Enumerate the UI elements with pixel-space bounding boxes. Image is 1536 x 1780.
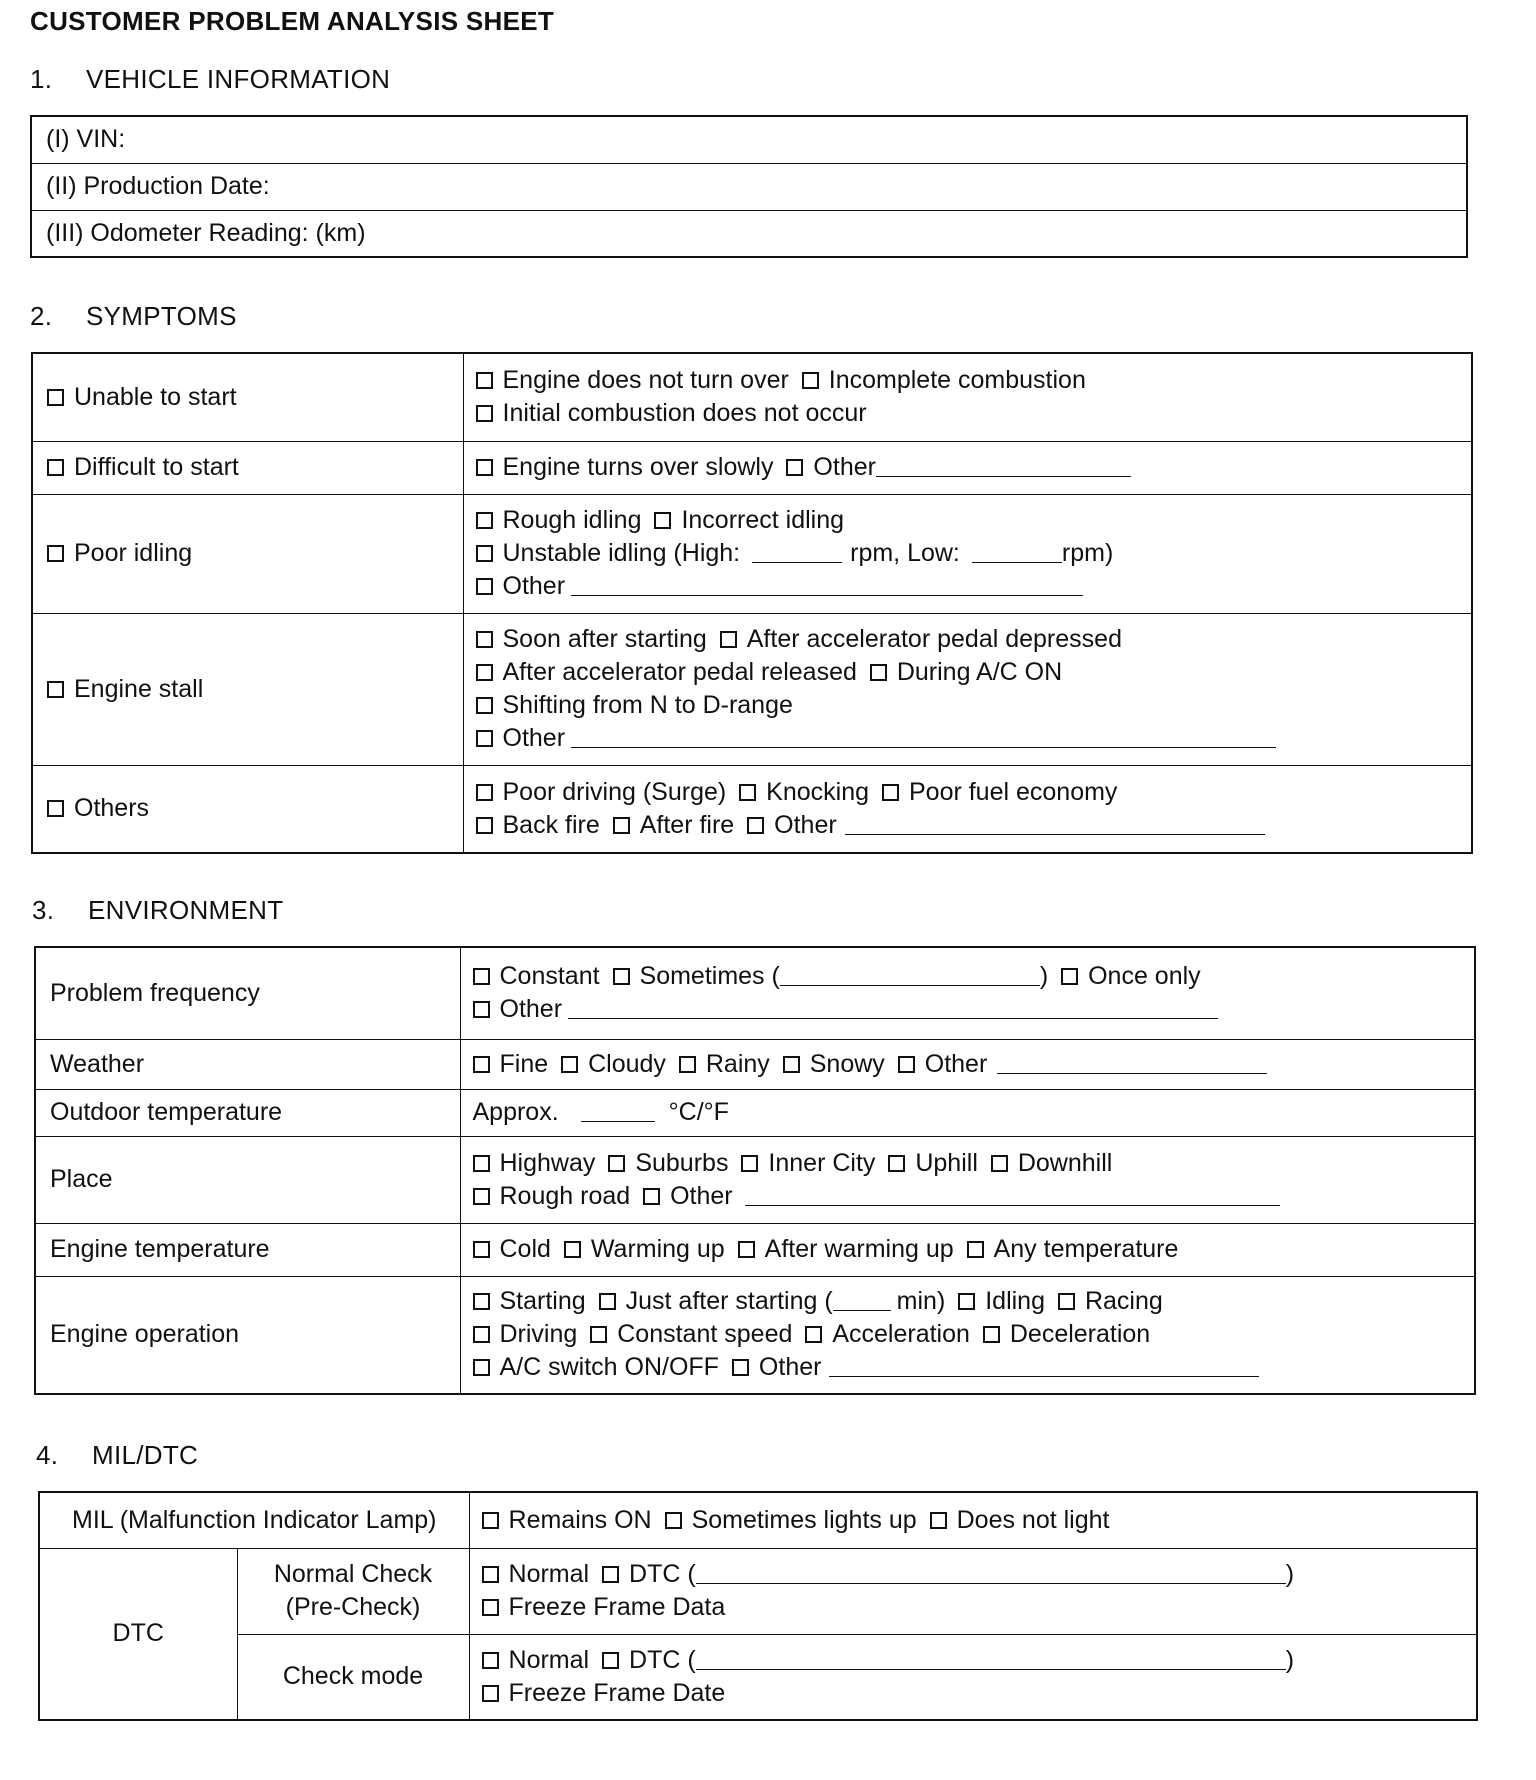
others-other-checkbox[interactable] [747,817,764,834]
symptom-row-stall [32,613,1472,765]
after-fire-checkbox[interactable] [613,817,630,834]
option-label: Warming up [590,1235,725,1263]
idling-other-checkbox[interactable] [476,578,493,595]
normal-check-dtc-blank[interactable] [696,1563,1286,1584]
does-not-light-checkbox[interactable] [930,1512,947,1529]
check-mode-dtc-blank[interactable] [696,1649,1286,1670]
option-label: Racing [1084,1287,1163,1316]
symptom-idling-cell [32,494,463,613]
normal-check-label [237,1548,469,1634]
section-1-heading [30,64,390,95]
operation-other-blank[interactable] [829,1356,1259,1377]
warming-up-checkbox[interactable] [564,1241,581,1258]
odometer-row [31,210,1467,257]
option-line [473,1233,1463,1266]
option-label: ) [1285,1645,1295,1674]
dtc-normal-check-row [39,1548,1477,1634]
stall-other-blank[interactable] [571,727,1276,748]
section-2-number: 2. [30,301,53,331]
option-label: Other [670,1181,733,1210]
soon-after-starting-checkbox[interactable] [476,631,493,648]
option-label: Once only [1088,962,1201,991]
section-4-heading [36,1440,198,1471]
deceleration-checkbox[interactable] [983,1326,1000,1343]
temperature-unit: °C/°F [668,1098,729,1126]
engine-stall-checkbox[interactable] [47,681,64,698]
option-line [476,809,1460,842]
option-line [476,570,1460,603]
option-line [482,1504,1465,1537]
option-line [476,364,1460,397]
option-line [482,1591,1465,1624]
option-label: Poor fuel economy [908,777,1118,806]
problem-frequency-label: Problem frequency [35,947,460,1039]
remains-on-checkbox[interactable] [482,1512,499,1529]
weather-other-blank[interactable] [997,1053,1267,1074]
difficult-other-blank[interactable] [876,456,1131,477]
option-label: Incorrect idling [681,506,845,534]
normal-check-label-line2: (Pre-Check) [285,1593,421,1621]
section-3-title: ENVIRONMENT [88,895,284,925]
engine-stall-label: Engine stall [74,674,204,703]
option-label: Fine [499,1049,549,1078]
env-row-engine-temperature [35,1223,1475,1276]
option-line [476,656,1460,689]
option-line [476,537,1460,570]
option-line [473,993,1463,1026]
difficult-to-start-label: Difficult to start [74,453,239,481]
normal-check-dtc-checkbox[interactable] [602,1566,619,1583]
section-3-heading [32,895,283,926]
option-label: Sometimes lights up [691,1505,917,1534]
symptom-idling-options [463,494,1472,613]
fine-checkbox[interactable] [473,1056,490,1073]
option-label: DTC ( [629,1560,696,1588]
option-line [476,722,1460,755]
symptom-row-unable [32,353,1472,441]
symptom-others-cell [32,765,463,853]
outdoor-temperature-label: Outdoor temperature [35,1089,460,1136]
section-4-number: 4. [36,1440,59,1470]
place-label: Place [35,1136,460,1223]
initial-combustion-checkbox[interactable] [476,405,493,422]
symptom-stall-cell [32,613,463,765]
option-line [473,1318,1463,1351]
operation-other-checkbox[interactable] [732,1359,749,1376]
mil-options [469,1492,1477,1548]
option-label: Freeze Frame Data [508,1593,726,1621]
during-ac-on-checkbox[interactable] [870,664,887,681]
environment-table [34,946,1476,1395]
driving-checkbox[interactable] [473,1326,490,1343]
option-label: Shifting from N to D-range [502,691,793,719]
option-label: rpm, Low: [850,539,960,567]
check-mode-freeze-frame-checkbox[interactable] [482,1685,499,1702]
unable-to-start-checkbox[interactable] [47,389,64,406]
env-row-frequency [35,947,1475,1039]
option-label: Highway [499,1148,596,1177]
option-label: Cloudy [588,1049,666,1078]
turns-over-slowly-checkbox[interactable] [476,459,493,476]
highway-checkbox[interactable] [473,1155,490,1172]
option-label: Unstable idling (High: [502,539,741,567]
knocking-checkbox[interactable] [739,784,756,801]
rainy-checkbox[interactable] [679,1056,696,1073]
symptom-difficult-options [463,441,1472,494]
unable-to-start-label: Unable to start [74,382,237,411]
back-fire-checkbox[interactable] [476,817,493,834]
outdoor-temperature-blank[interactable] [581,1101,655,1122]
engine-not-turn-over-checkbox[interactable] [476,372,493,389]
option-line [482,1677,1465,1710]
vin-field[interactable]: (I) VIN: [31,116,1467,163]
symptoms-table [31,352,1473,854]
option-label: A/C switch ON/OFF [499,1353,719,1382]
option-label: Freeze Frame Date [508,1678,726,1707]
acceleration-checkbox[interactable] [805,1326,822,1343]
rough-road-checkbox[interactable] [473,1188,490,1205]
check-mode-label: Check mode [237,1634,469,1720]
frequency-other-blank[interactable] [568,998,1218,1019]
incorrect-idling-checkbox[interactable] [654,512,671,529]
weather-other-checkbox[interactable] [898,1056,915,1073]
frequency-other-checkbox[interactable] [473,1001,490,1018]
normal-check-options [469,1548,1477,1634]
option-label: Other [774,810,837,839]
stall-other-checkbox[interactable] [476,730,493,747]
incomplete-combustion-checkbox[interactable] [802,372,819,389]
place-options [460,1136,1475,1223]
option-line [473,1285,1463,1318]
option-label: Inner City [768,1148,876,1177]
symptom-stall-options [463,613,1472,765]
option-label: ) [1039,962,1049,991]
constant-checkbox[interactable] [473,968,490,985]
option-label: Poor driving (Surge) [502,777,727,806]
option-label: Other [502,572,566,600]
normal-check-freeze-frame-checkbox[interactable] [482,1599,499,1616]
difficult-other-checkbox[interactable] [786,459,803,476]
option-label: Rainy [705,1049,770,1078]
others-other-blank[interactable] [845,814,1265,835]
option-label: Acceleration [832,1320,970,1349]
check-mode-dtc-checkbox[interactable] [602,1652,619,1669]
just-after-starting-checkbox[interactable] [599,1293,616,1310]
option-label: Other [499,995,563,1024]
option-label: Sometimes ( [639,962,780,991]
production-date-field[interactable]: (II) Production Date: [31,163,1467,210]
poor-driving-checkbox[interactable] [476,784,493,801]
option-label: Deceleration [1009,1320,1151,1349]
option-line [476,776,1460,809]
normal-check-label-line1: Normal Check [273,1560,433,1588]
section-3-number: 3. [32,895,55,925]
mil-label: MIL (Malfunction Indicator Lamp) [39,1492,469,1548]
option-label: Rough road [499,1181,631,1210]
env-row-outdoor [35,1089,1475,1136]
option-label: Downhill [1017,1148,1113,1177]
racing-checkbox[interactable] [1058,1293,1075,1310]
starting-checkbox[interactable] [473,1293,490,1310]
option-line [473,960,1463,993]
section-4-title: MIL/DTC [92,1440,199,1470]
option-label: min) [896,1287,946,1316]
constant-speed-checkbox[interactable] [590,1326,607,1343]
option-line [482,1558,1465,1591]
approx-label: Approx. [472,1098,559,1126]
unstable-idling-checkbox[interactable] [476,545,493,562]
option-label: After accelerator pedal released [502,658,857,686]
option-line [473,1147,1463,1180]
option-label: Suburbs [635,1148,729,1177]
place-other-blank[interactable] [745,1185,1280,1206]
others-checkbox[interactable] [47,800,64,817]
option-label: Cold [499,1235,551,1263]
env-row-place [35,1136,1475,1223]
sometimes-blank[interactable] [780,965,1040,986]
outdoor-temperature-value [460,1089,1475,1136]
option-label: Snowy [809,1049,885,1078]
option-label: Rough idling [502,506,642,534]
symptom-unable-options [463,353,1472,441]
section-2-title: SYMPTOMS [86,301,237,331]
frequency-options [460,947,1475,1039]
poor-idling-label: Poor idling [74,539,193,567]
option-line [476,623,1460,656]
option-label: Other [758,1353,822,1382]
option-line [476,689,1460,722]
dtc-check-mode-row [39,1634,1477,1720]
option-label: DTC ( [629,1645,696,1674]
inner-city-checkbox[interactable] [741,1155,758,1172]
rough-idling-checkbox[interactable] [476,512,493,529]
any-temperature-checkbox[interactable] [967,1241,984,1258]
idling-other-blank[interactable] [571,575,1083,596]
production-date-row [31,163,1467,210]
env-row-engine-operation [35,1276,1475,1394]
option-label: Initial combustion does not occur [502,399,867,428]
option-line [482,1644,1465,1677]
option-label: Starting [499,1287,586,1316]
symptom-row-idling [32,494,1472,613]
others-label: Others [74,794,150,823]
downhill-checkbox[interactable] [991,1155,1008,1172]
option-label: Engine does not turn over [502,366,789,395]
option-label: Back fire [502,810,600,839]
section-1-title: VEHICLE INFORMATION [86,64,391,94]
option-label: After fire [639,810,735,839]
option-label: Idling [985,1287,1045,1316]
normal-check-normal-checkbox[interactable] [482,1566,499,1583]
mil-dtc-table [38,1491,1478,1721]
suburbs-checkbox[interactable] [608,1155,625,1172]
engine-temperature-options [460,1223,1475,1276]
option-label: During A/C ON [896,658,1063,686]
cloudy-checkbox[interactable] [561,1056,578,1073]
option-label: Does not light [956,1505,1110,1534]
option-label: Any temperature [993,1235,1179,1263]
option-label: rpm) [1061,539,1114,567]
option-label: Remains ON [508,1505,652,1534]
option-label: Incomplete combustion [828,366,1086,395]
option-label: Other [502,724,566,752]
option-line [473,1180,1463,1213]
engine-operation-options [460,1276,1475,1394]
option-label: Knocking [766,777,870,806]
option-line [473,1351,1463,1384]
dtc-label: DTC [39,1548,237,1720]
check-mode-options [469,1634,1477,1720]
option-label: Normal [508,1645,590,1674]
section-2-heading [30,301,237,332]
option-label: Constant speed [617,1320,793,1349]
check-mode-normal-checkbox[interactable] [482,1652,499,1669]
symptom-row-others [32,765,1472,853]
minutes-blank[interactable] [833,1290,891,1311]
snowy-checkbox[interactable] [783,1056,800,1073]
symptom-difficult-cell [32,441,463,494]
high-rpm-blank[interactable] [752,542,842,563]
option-label: ) [1285,1560,1295,1588]
engine-temperature-label: Engine temperature [35,1223,460,1276]
after-warming-up-checkbox[interactable] [738,1241,755,1258]
shifting-n-to-d-checkbox[interactable] [476,697,493,714]
after-pedal-depressed-checkbox[interactable] [720,631,737,648]
option-line [476,397,1460,430]
document-title: CUSTOMER PROBLEM ANALYSIS SHEET [30,6,555,36]
symptom-unable-cell [32,353,463,441]
poor-fuel-economy-checkbox[interactable] [882,784,899,801]
option-line [476,451,1460,484]
option-line [476,504,1460,537]
low-rpm-blank[interactable] [972,542,1062,563]
option-label: Soon after starting [502,625,707,653]
place-other-checkbox[interactable] [643,1188,660,1205]
weather-label: Weather [35,1039,460,1089]
env-row-weather [35,1039,1475,1089]
uphill-checkbox[interactable] [888,1155,905,1172]
odometer-field[interactable]: (III) Odometer Reading: (km) [31,210,1467,257]
ac-switch-checkbox[interactable] [473,1359,490,1376]
weather-options [460,1039,1475,1089]
sometimes-lights-up-checkbox[interactable] [665,1512,682,1529]
option-label: Engine turns over slowly [502,453,774,481]
idling-checkbox[interactable] [958,1293,975,1310]
once-only-checkbox[interactable] [1061,968,1078,985]
engine-operation-label: Engine operation [35,1276,460,1394]
symptom-others-options [463,765,1472,853]
option-label: Other [813,453,876,481]
difficult-to-start-checkbox[interactable] [47,459,64,476]
vehicle-information-table [30,115,1468,258]
sometimes-checkbox[interactable] [613,968,630,985]
option-line [473,1096,1463,1129]
option-label: Driving [499,1320,578,1349]
option-label: Uphill [915,1148,978,1177]
after-pedal-released-checkbox[interactable] [476,664,493,681]
vin-row [31,116,1467,163]
option-line [473,1048,1463,1081]
poor-idling-checkbox[interactable] [47,545,64,562]
section-1-number: 1. [30,64,53,94]
option-label: Constant [499,962,600,991]
option-label: Just after starting ( [625,1287,833,1316]
option-label: Other [924,1049,988,1078]
mil-row [39,1492,1477,1548]
option-label: After warming up [764,1235,954,1263]
option-label: Normal [508,1560,590,1588]
option-label: After accelerator pedal depressed [746,625,1122,653]
cold-checkbox[interactable] [473,1241,490,1258]
symptom-row-difficult [32,441,1472,494]
